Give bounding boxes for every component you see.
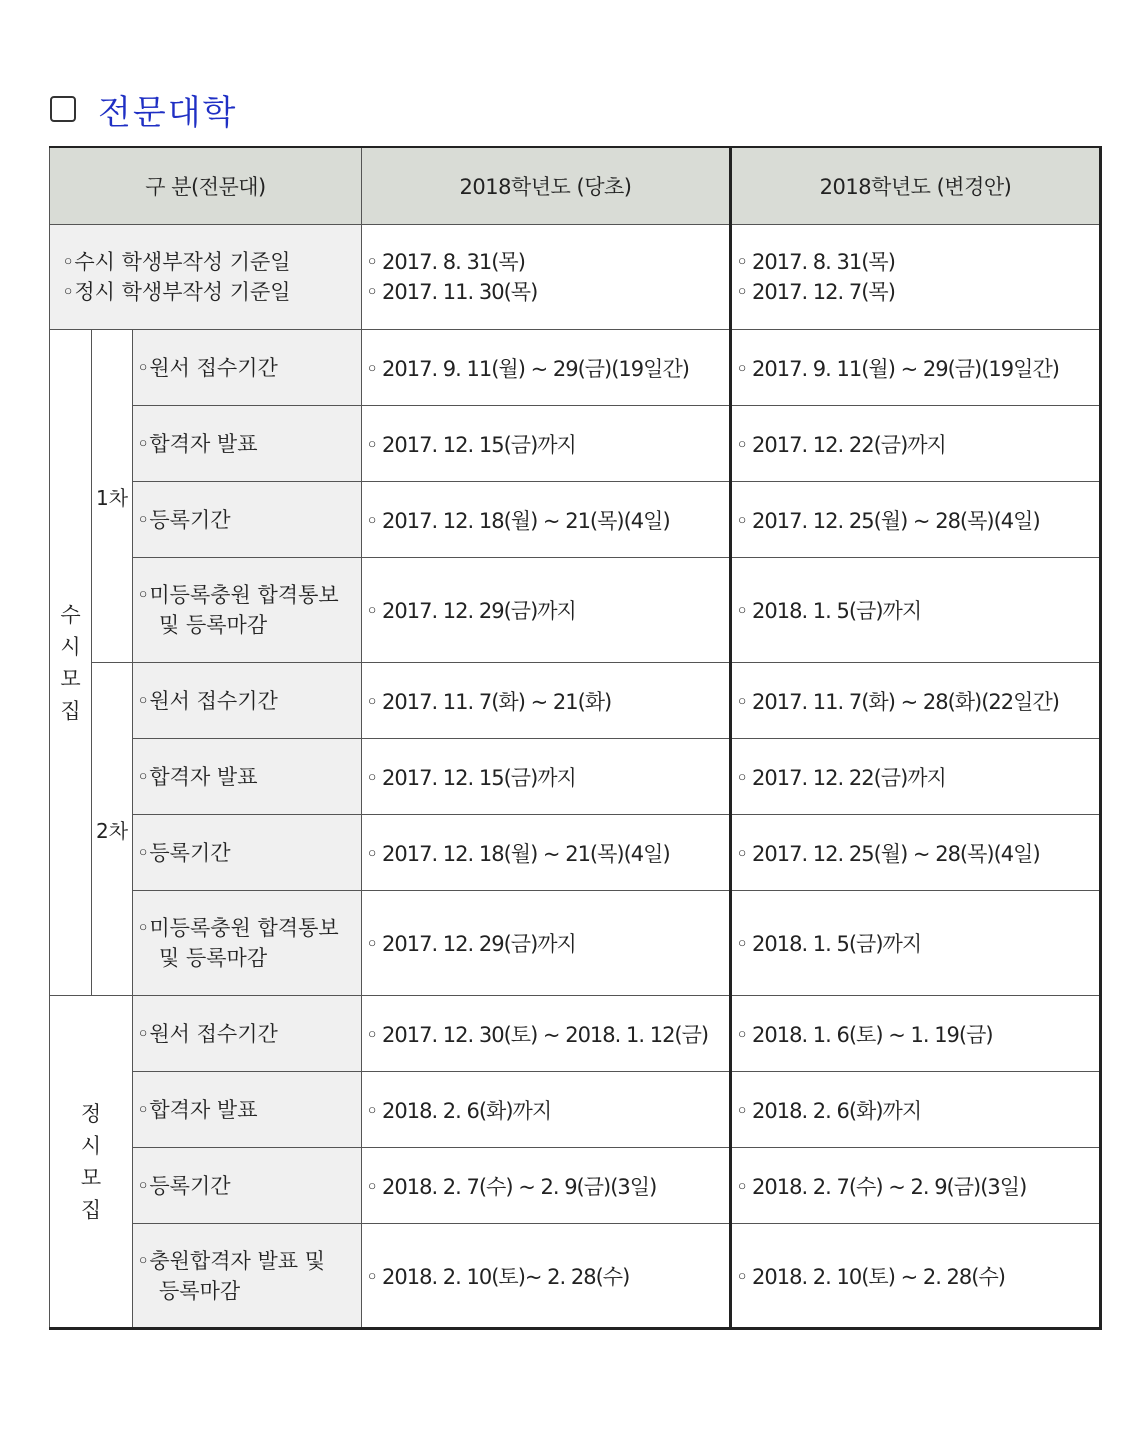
cell-original	[362, 1072, 731, 1148]
cell-value: 2017. 12. 18(월) ~ 21(목)(4일)	[382, 508, 670, 533]
row-label	[133, 891, 362, 996]
header-category: 구 분(전문대)	[50, 147, 362, 225]
cell-value: 2018. 2. 10(토)~ 2. 28(수)	[382, 1264, 630, 1289]
bullet: ◦	[736, 250, 748, 274]
bullet: ◦	[736, 1022, 748, 1047]
cell-revised	[731, 739, 1101, 815]
row-label: ◦등록기간	[133, 482, 362, 558]
cell-value: 2017. 9. 11(월) ~ 29(금)(19일간)	[752, 356, 1059, 381]
cell-value: 2017. 11. 7(화) ~ 28(화)(22일간)	[752, 689, 1059, 714]
cell-value: 2017. 12. 29(금)까지	[382, 599, 576, 623]
bullet: ◦	[736, 508, 748, 533]
cell-value: 2018. 1. 5(금)까지	[752, 932, 922, 956]
bullet: ◦	[736, 280, 748, 304]
cell-value: 2017. 12. 15(금)까지	[382, 432, 576, 457]
cell-original	[362, 1148, 731, 1224]
table-row	[50, 1148, 1101, 1224]
header-original: 2018학년도 (당초)	[362, 147, 731, 225]
bullet: ◦	[366, 250, 378, 274]
cell-original	[362, 815, 731, 891]
row-label: ◦합격자 발표	[133, 1072, 362, 1148]
row-label-line: ◦충원합격자 발표 및	[137, 1248, 326, 1273]
cell-value: 2017. 11. 7(화) ~ 21(화)	[382, 689, 612, 714]
table-row	[50, 406, 1101, 482]
row-label: ◦등록기간	[133, 1148, 362, 1224]
row-label: ◦등록기간	[133, 815, 362, 891]
cell-revised	[731, 996, 1101, 1072]
schedule-table	[49, 146, 1102, 1330]
bullet: ◦	[736, 689, 748, 714]
group-text: 수시모집	[60, 602, 81, 723]
cell-value: 2018. 2. 10(토) ~ 2. 28(수)	[752, 1264, 1005, 1289]
bullet: ◦	[736, 765, 748, 790]
cell-original	[362, 1224, 731, 1329]
cell-value: 2018. 2. 6(화)까지	[382, 1098, 552, 1123]
cell-revised	[731, 1224, 1101, 1329]
cell-value: 2017. 12. 22(금)까지	[752, 765, 946, 790]
section-title: 전문대학	[98, 92, 238, 133]
cell-revised	[731, 815, 1101, 891]
cell-revised	[731, 330, 1101, 406]
cell-original	[362, 558, 731, 663]
cell-value: 2018. 2. 7(수) ~ 2. 9(금)(3일)	[752, 1174, 1027, 1199]
bullet: ◦	[366, 356, 378, 381]
bullet: ◦	[736, 1174, 748, 1199]
row-label: ◦합격자 발표	[133, 406, 362, 482]
bullet: ◦	[736, 432, 748, 457]
cell-revised	[731, 1148, 1101, 1224]
cell-revised	[731, 558, 1101, 663]
cell-value: 2017. 12. 25(월) ~ 28(목)(4일)	[752, 508, 1040, 533]
table-row	[50, 482, 1101, 558]
row-label: ◦수시 학생부작성 기준일	[62, 250, 291, 274]
cell-original	[362, 739, 731, 815]
base-date-label	[50, 225, 362, 330]
bullet: ◦	[366, 765, 378, 790]
base-date-revised	[731, 225, 1101, 330]
bullet: ◦	[736, 599, 748, 623]
bullet: ◦	[366, 1022, 378, 1047]
bullet: ◦	[366, 689, 378, 714]
round2-label: 2차	[92, 663, 133, 996]
row-label: ◦원서 접수기간	[133, 996, 362, 1072]
table-row	[50, 1072, 1101, 1148]
table-row	[50, 330, 1101, 406]
table-row	[50, 225, 1101, 330]
susi-group-label	[50, 330, 92, 996]
bullet: ◦	[366, 432, 378, 457]
row-label-line: ◦미등록충원 합격통보	[137, 583, 339, 607]
row-label-line: 등록마감	[159, 1278, 241, 1303]
row-label	[133, 1224, 362, 1329]
checkbox-icon	[50, 96, 76, 122]
cell-original	[362, 891, 731, 996]
table-row	[50, 891, 1101, 996]
cell-value: 2018. 1. 6(토) ~ 1. 19(금)	[752, 1022, 993, 1047]
cell-original	[362, 996, 731, 1072]
cell-revised	[731, 891, 1101, 996]
row-label: ◦합격자 발표	[133, 739, 362, 815]
cell-value: 2017. 12. 25(월) ~ 28(목)(4일)	[752, 841, 1040, 866]
bullet: ◦	[736, 1098, 748, 1123]
row-label: ◦정시 학생부작성 기준일	[62, 280, 291, 304]
cell-value: 2017. 12. 18(월) ~ 21(목)(4일)	[382, 841, 670, 866]
cell-value: 2017. 12. 29(금)까지	[382, 932, 576, 956]
table-row	[50, 996, 1101, 1072]
row-label-line: 및 등록마감	[159, 946, 268, 970]
row-label-line: ◦미등록충원 합격통보	[137, 916, 339, 940]
cell-value: 2017. 12. 7(목)	[752, 280, 895, 304]
table-row	[50, 663, 1101, 739]
cell-original	[362, 406, 731, 482]
round1-label: 1차	[92, 330, 133, 663]
bullet: ◦	[366, 280, 378, 304]
cell-revised	[731, 482, 1101, 558]
cell-value: 2017. 9. 11(월) ~ 29(금)(19일간)	[382, 356, 689, 381]
table-row	[50, 558, 1101, 663]
cell-value: 2017. 12. 30(토) ~ 2018. 1. 12(금)	[382, 1022, 709, 1047]
bullet: ◦	[366, 1264, 378, 1289]
bullet: ◦	[366, 932, 378, 956]
cell-original	[362, 663, 731, 739]
cell-value: 2017. 8. 31(목)	[752, 250, 895, 274]
cell-value: 2018. 1. 5(금)까지	[752, 599, 922, 623]
section-heading	[50, 84, 237, 134]
table-row	[50, 1224, 1101, 1329]
cell-revised	[731, 663, 1101, 739]
bullet: ◦	[736, 1264, 748, 1289]
cell-value: 2018. 2. 7(수) ~ 2. 9(금)(3일)	[382, 1174, 657, 1199]
row-label-line: 및 등록마감	[159, 613, 268, 637]
bullet: ◦	[366, 1098, 378, 1123]
bullet: ◦	[366, 508, 378, 533]
row-label: ◦원서 접수기간	[133, 663, 362, 739]
cell-revised	[731, 1072, 1101, 1148]
bullet: ◦	[736, 841, 748, 866]
cell-original	[362, 482, 731, 558]
table-row	[50, 815, 1101, 891]
jeongsi-group-label	[50, 996, 133, 1329]
bullet: ◦	[736, 356, 748, 381]
base-date-original	[362, 225, 731, 330]
bullet: ◦	[366, 599, 378, 623]
bullet: ◦	[366, 841, 378, 866]
header-revised: 2018학년도 (변경안)	[731, 147, 1101, 225]
cell-value: 2017. 12. 22(금)까지	[752, 432, 946, 457]
table-row	[50, 739, 1101, 815]
row-label	[133, 558, 362, 663]
header-row	[50, 147, 1101, 225]
cell-revised	[731, 406, 1101, 482]
bullet: ◦	[736, 932, 748, 956]
row-label: ◦원서 접수기간	[133, 330, 362, 406]
cell-value: 2017. 8. 31(목)	[382, 250, 525, 274]
cell-value: 2017. 11. 30(목)	[382, 280, 538, 304]
cell-value: 2017. 12. 15(금)까지	[382, 765, 576, 790]
group-text: 정시모집	[80, 1101, 102, 1222]
cell-value: 2018. 2. 6(화)까지	[752, 1098, 922, 1123]
cell-original	[362, 330, 731, 406]
bullet: ◦	[366, 1174, 378, 1199]
